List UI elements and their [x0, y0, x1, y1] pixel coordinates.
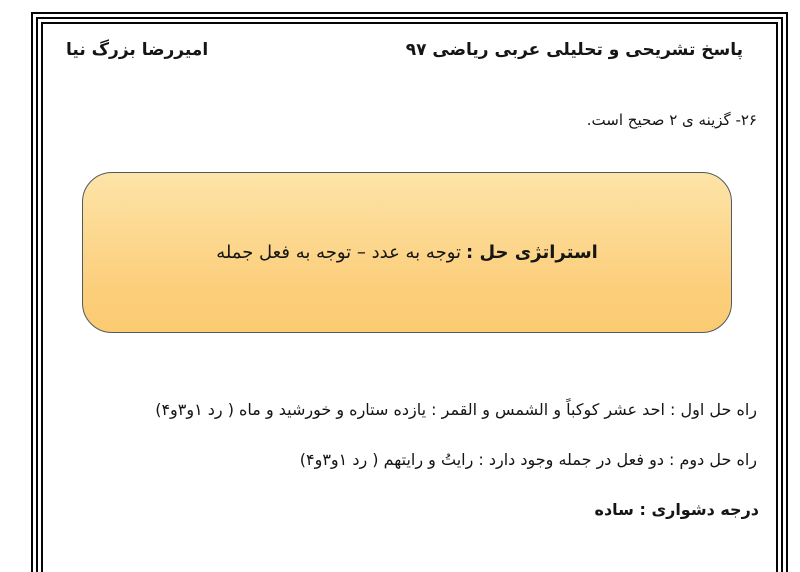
strategy-callout-box: [82, 172, 732, 333]
author-name: امیررضا بزرگ نیا: [66, 40, 209, 60]
solution-line-second: راه حل دوم : دو فعل در جمله وجود دارد : رایتُ و رایتهم ( رد ۱و۳و۴): [299, 450, 757, 469]
strategy-line: [216, 242, 598, 263]
difficulty-label: درجه دشواری : ساده: [594, 500, 759, 519]
solution-line-first: راه حل اول : احد عشر کوکباً و الشمس و القمر : یازده ستاره و خورشید و ماه ( رد ۱و۳و۴): [155, 400, 757, 419]
strategy-text: توجه به عدد – توجه به فعل جمله: [216, 242, 461, 263]
page-title: پاسخ تشریحی و تحلیلی عربی ریاضی ۹۷: [405, 40, 743, 60]
answer-statement: ۲۶- گزینه ی ۲ صحیح است.: [586, 111, 757, 129]
strategy-label: استراتژی حل :: [466, 242, 598, 263]
